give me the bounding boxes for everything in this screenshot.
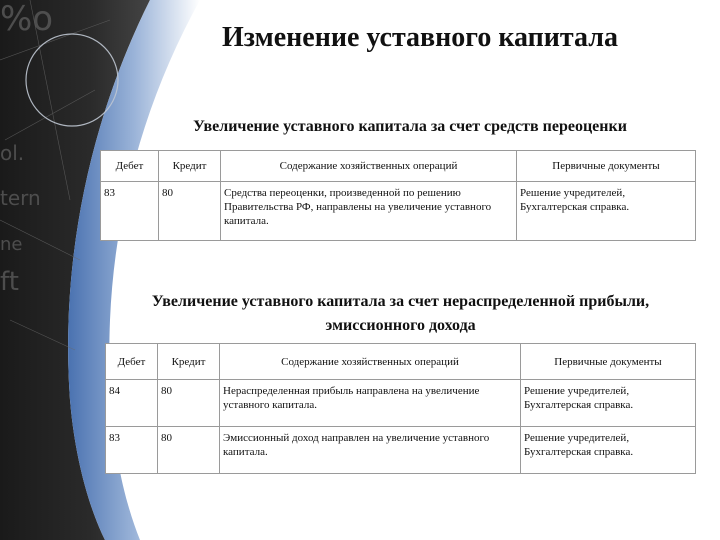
cell-content: Нераспределенная прибыль направлена на увеличение уставного капитала. bbox=[220, 380, 521, 427]
column-header-debit: Дебет bbox=[106, 344, 158, 380]
section-two-table bbox=[105, 343, 696, 474]
table-row bbox=[106, 427, 696, 474]
table-row bbox=[101, 182, 696, 241]
table-header-row bbox=[106, 344, 696, 380]
svg-text:tern: tern bbox=[0, 186, 41, 210]
column-header-credit: Кредит bbox=[159, 151, 221, 182]
column-header-debit: Дебет bbox=[101, 151, 159, 182]
cell-credit: 80 bbox=[158, 380, 220, 427]
table-header-row bbox=[101, 151, 696, 182]
cell-credit: 80 bbox=[158, 427, 220, 474]
cell-documents: Решение учредителей, Бухгалтерская справка. bbox=[517, 182, 696, 241]
svg-text:%o: %o bbox=[0, 0, 54, 39]
section-one-table bbox=[100, 150, 696, 241]
cell-credit: 80 bbox=[159, 182, 221, 241]
cell-content: Эмиссионный доход направлен на увеличение уставного капитала. bbox=[220, 427, 521, 474]
section-one-heading: Увеличение уставного капитала за счет средств переоценки bbox=[193, 118, 627, 135]
column-header-documents: Первичные документы bbox=[517, 151, 696, 182]
column-header-content: Содержание хозяйственных операций bbox=[221, 151, 517, 182]
svg-text:ft: ft bbox=[0, 267, 19, 297]
column-header-documents: Первичные документы bbox=[521, 344, 696, 380]
cell-debit: 83 bbox=[106, 427, 158, 474]
column-header-content: Содержание хозяйственных операций bbox=[220, 344, 521, 380]
cell-content: Средства переоценки, произведенной по решению Правительства РФ, направлены на увеличение уставного капитала. bbox=[221, 182, 517, 241]
column-header-credit: Кредит bbox=[158, 344, 220, 380]
svg-text:ol.: ol. bbox=[0, 141, 25, 165]
table-row bbox=[106, 380, 696, 427]
page-title: Изменение уставного капитала bbox=[222, 22, 618, 53]
cell-debit: 84 bbox=[106, 380, 158, 427]
section-two-heading: Увеличение уставного капитала за счет нераспределенной прибыли, эмиссионного дохода bbox=[151, 293, 650, 334]
cell-documents: Решение учредителей, Бухгалтерская справка. bbox=[521, 380, 696, 427]
svg-text:ne: ne bbox=[0, 234, 23, 255]
cell-documents: Решение учредителей, Бухгалтерская справка. bbox=[521, 427, 696, 474]
cell-debit: 83 bbox=[101, 182, 159, 241]
